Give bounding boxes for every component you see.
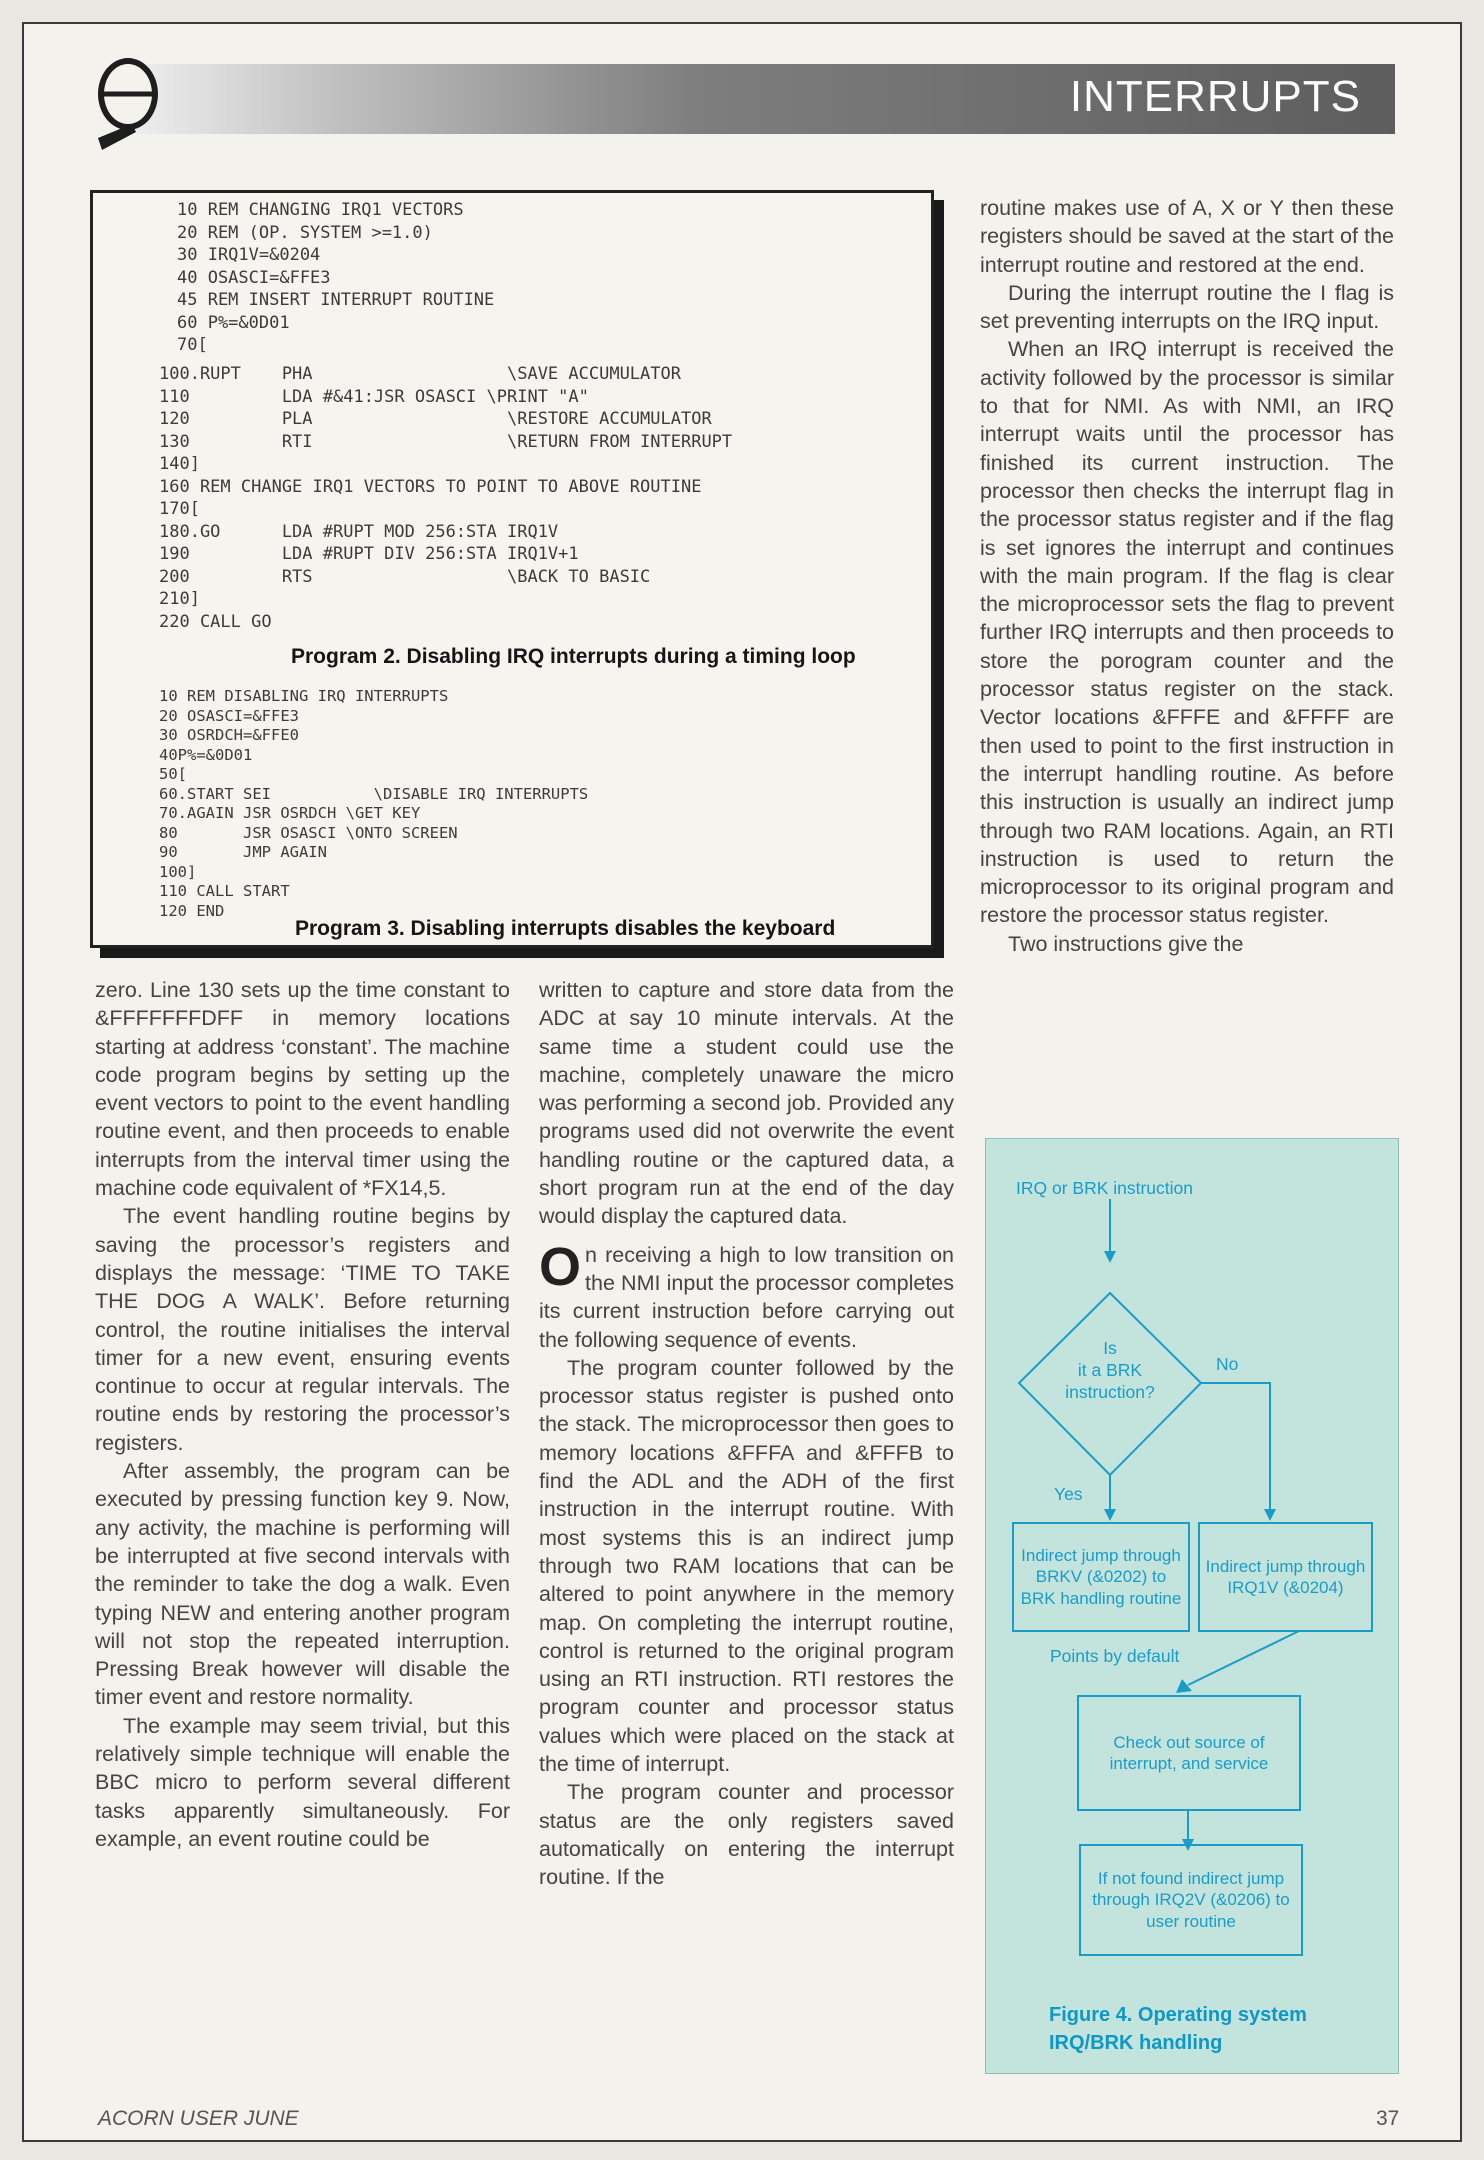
text-column-1 [95, 976, 510, 1853]
paragraph: The program counter and processor status are the only registers saved automatically on entering the interrupt routine. If the [539, 1780, 954, 1890]
page-number: 37 [1376, 2107, 1400, 2130]
irq2v-jump-box: If not found indirect jump through IRQ2V (&0206) to user routine [1079, 1844, 1303, 1956]
flow-start-label: IRQ or BRK instruction [1016, 1178, 1193, 1198]
paragraph: written to capture and store data from the ADC at say 10 minute intervals. At the same time a student could use the machine, completely unaware the micro was performing a second job. Provided any programs used did not overwrite the event handling routine or the captured data, a short program run at the end of the day would display the captured data. [539, 978, 954, 1229]
arrowhead-icon [1104, 1509, 1116, 1521]
paragraph: The event handling routine begins by saving the processor’s registers and displays the message: ‘TIME TO TAKE THE DOG A WALK’. Before returning control, the routine initialises the interval timer for a new event, ensuring events continue to occur at regular intervals. The routine ends by restoring the processor’s registers. [95, 1204, 510, 1455]
figure-4-flowchart [985, 1138, 1399, 2074]
paragraph: routine makes use of A, X or Y then these registers should be saved at the start of the interrupt routine and restored at the end. [980, 196, 1394, 277]
drop-cap: O [539, 1236, 582, 1297]
program-listing-box [90, 190, 934, 948]
program3-caption: Program 3. Disabling interrupts disables the keyboard [295, 917, 836, 940]
text-column-2 [539, 976, 954, 1892]
check-source-box: Check out source of interrupt, and service [1077, 1695, 1301, 1811]
paragraph: After assembly, the program can be executed by pressing function key 9. Now, any activity, the machine is performing will be interrupted at five second intervals with the reminder to take the dog a walk. Even typing NEW and entering another program will not stop the repeated interruption. Pressing Break however will disable the timer event and restore normality. [95, 1459, 510, 1710]
paragraph: zero. Line 130 sets up the time constant to &FFFFFFFDFF in memory locations starting at address ‘constant’. The machine code program begins by setting up the event vectors to point to the event handling routine event, and then proceeds to enable interrupts from the interval timer using the machine code equivalent of *FX14,5. [95, 978, 510, 1201]
text-column-3 [980, 194, 1394, 958]
arrowhead-icon [1104, 1251, 1116, 1263]
paragraph: The program counter followed by the processor status register is pushed onto the stack. The microprocessor then goes to memory locations &FFFA and &FFFB to find the ADL and the ADH of the first instruction in the interrupt routine. With most systems this is an indirect jump through two RAM locations that can be altered to point anywhere in the memory map. On completing the interrupt routine, control is returned to the original program using an RTI instruction. RTI restores the program counter and processor status values which were placed on the stack at the time of interrupt. [539, 1355, 954, 1777]
paragraph-dropcap [539, 1236, 954, 1354]
brk-jump-box: Indirect jump through BRKV (&0202) to BRK handling routine [1012, 1522, 1190, 1632]
paragraph: During the interrupt routine the I flag is set preventing interrupts on the IRQ input. [980, 280, 1394, 334]
arrowhead-icon [1176, 1679, 1192, 1693]
paragraph: When an IRQ interrupt is received the activity followed by the processor is similar to that for NMI. As with NMI, an IRQ interrupt waits until the processor has finished its current instruction. The processor then checks the interrupt flag in the processor status register and if the flag is set ignores the interrupt and continues with the main program. If the flag is clear the microprocessor sets the flag to prevent further IRQ interrupts and then proceeds to store the porogram counter and the processor status register on the stack. Vector locations &FFFE and &FFFF are then used to point to the first instruction in the interrupt handling routine. As before this instruction is usually an indirect jump through two RAM locations. Again, an RTI instruction is used to return the microprocessor to its original program and restore the processor status register. [980, 337, 1394, 928]
section-title: INTERRUPTS [1069, 72, 1361, 121]
irq-jump-box: Indirect jump through IRQ1V (&0204) [1198, 1522, 1373, 1632]
program2-listing-body: 100.RUPT PHA \SAVE ACCUMULATOR 110 LDA #&41:JSR OSASCI \PRINT "A" 120 PLA \RESTORE ACCUMULATOR 130 RTI \RETURN FROM INTERRUPT 140] 160 REM CHANGE IRQ1 VECTORS TO POINT TO ABOVE ROUTINE 170[ 180.GO LDA #RUPT MOD 256:STA IRQ1V 190 LDA #RUPT DIV 256:STA IRQ1V+1 200 RTS \BACK TO BASIC 210] 220 CALL GO [159, 364, 733, 632]
figure-4-caption: Figure 4. Operating system IRQ/BRK handling [1049, 2004, 1307, 2054]
paragraph: Two instructions give the [1008, 931, 1244, 956]
no-label: No [1216, 1354, 1239, 1374]
arrowhead-icon [1264, 1509, 1276, 1521]
connector-line [1188, 1631, 1299, 1685]
section-header-bar [118, 64, 1395, 134]
program3-listing: 10 REM DISABLING IRQ INTERRUPTS 20 OSASCI=&FFE3 30 OSRDCH=&FFE0 40P%=&0D01 50[ 60.START SEI \DISABLE IRQ INTERRUPTS 70.AGAIN JSR OSRDCH \GET KEY 80 JSR OSASCI \ONTO SCREEN 90 JMP AGAIN 100] 110 CALL START 120 END [159, 687, 589, 920]
yes-label: Yes [1054, 1484, 1083, 1504]
connector-line [1201, 1383, 1270, 1509]
program2-listing-header: 10 REM CHANGING IRQ1 VECTORS 20 REM (OP. SYSTEM >=1.0) 30 IRQ1V=&0204 40 OSASCI=&FFE3 45 REM INSERT INTERRUPT ROUTINE 60 P%=&0D01 70[ [177, 200, 495, 355]
magazine-footer: ACORN USER JUNE [98, 2107, 299, 2130]
paragraph-text: n receiving a high to low transition on the NMI input the processor completes its current instruction before carrying out the following sequence of events. [539, 1242, 954, 1352]
decision-label: Is it a BRK instruction? [1065, 1338, 1155, 1402]
program2-caption: Program 2. Disabling IRQ interrupts during a timing loop [291, 645, 856, 668]
points-by-default-label: Points by default [1050, 1646, 1180, 1666]
acorn-logo-icon [92, 54, 162, 152]
paragraph: The example may seem trivial, but this relatively simple technique will enable the BBC micro to perform several different tasks apparently simultaneously. For example, an event routine could be [95, 1713, 510, 1851]
